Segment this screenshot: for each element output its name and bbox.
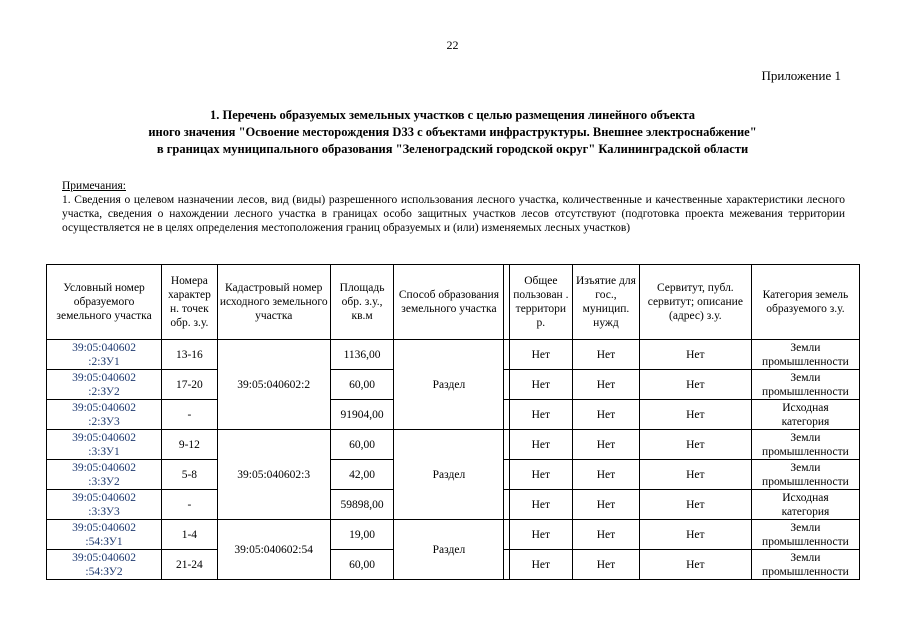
parcel-id-cell[interactable]: 39:05:040602 :54:ЗУ1: [47, 520, 162, 550]
points-cell: 5-8: [162, 460, 218, 490]
header-servitude: Сервитут, публ. сервитут; описание (адрес) з.у.: [639, 265, 751, 340]
formation-method-cell: Раздел: [394, 430, 504, 520]
area-cell: 60,00: [330, 370, 394, 400]
header-common-use: Общее пользован . территори р.: [509, 265, 573, 340]
servitude-cell: Нет: [639, 340, 751, 370]
area-cell: 1136,00: [330, 340, 394, 370]
table-header-row: [47, 265, 860, 340]
formation-method-cell: Раздел: [394, 340, 504, 430]
parcels-table: [46, 264, 860, 580]
category-cell: Земли промышленности: [751, 340, 859, 370]
area-cell: 60,00: [330, 430, 394, 460]
servitude-cell: Нет: [639, 370, 751, 400]
table-row: [47, 340, 860, 370]
points-cell: 17-20: [162, 370, 218, 400]
points-cell: -: [162, 490, 218, 520]
points-cell: 1-4: [162, 520, 218, 550]
parcel-id-cell[interactable]: 39:05:040602 :3:ЗУ1: [47, 430, 162, 460]
header-source-cadastral: Кадастровый номер исходного земельного участка: [217, 265, 330, 340]
servitude-cell: Нет: [639, 460, 751, 490]
page-number: 22: [446, 38, 459, 52]
common-use-cell: Нет: [509, 340, 573, 370]
servitude-cell: Нет: [639, 550, 751, 580]
parcel-id-cell[interactable]: 39:05:040602 :2:ЗУ2: [47, 370, 162, 400]
seizure-cell: Нет: [573, 520, 640, 550]
common-use-cell: Нет: [509, 400, 573, 430]
category-cell: Земли промышленности: [751, 430, 859, 460]
common-use-cell: Нет: [509, 550, 573, 580]
area-cell: 42,00: [330, 460, 394, 490]
parcel-id-cell[interactable]: 39:05:040602 :54:ЗУ2: [47, 550, 162, 580]
source-cadastral-cell: 39:05:040602:54: [217, 520, 330, 580]
seizure-cell: Нет: [573, 430, 640, 460]
area-cell: 19,00: [330, 520, 394, 550]
area-cell: 60,00: [330, 550, 394, 580]
category-cell: Земли промышленности: [751, 370, 859, 400]
points-cell: 21-24: [162, 550, 218, 580]
common-use-cell: Нет: [509, 490, 573, 520]
title-line-2: иного значения "Освоение месторождения D33 с объектами инфраструктуры. Внешнее электроснабжение": [148, 125, 757, 139]
header-area: Площадь обр. з.у., кв.м: [330, 265, 394, 340]
formation-method-cell: Раздел: [394, 520, 504, 580]
seizure-cell: Нет: [573, 400, 640, 430]
notes-section: [62, 179, 845, 235]
source-cadastral-cell: 39:05:040602:2: [217, 340, 330, 430]
table-row: [47, 520, 860, 550]
seizure-cell: Нет: [573, 490, 640, 520]
servitude-cell: Нет: [639, 400, 751, 430]
parcel-id-cell[interactable]: 39:05:040602 :2:ЗУ1: [47, 340, 162, 370]
common-use-cell: Нет: [509, 520, 573, 550]
points-cell: 9-12: [162, 430, 218, 460]
area-cell: 91904,00: [330, 400, 394, 430]
area-cell: 59898,00: [330, 490, 394, 520]
common-use-cell: Нет: [509, 460, 573, 490]
common-use-cell: Нет: [509, 430, 573, 460]
source-cadastral-cell: 39:05:040602:3: [217, 430, 330, 520]
category-cell: Земли промышленности: [751, 520, 859, 550]
header-points: Номера характер н. точек обр. з.у.: [162, 265, 218, 340]
header-parcel-id: Условный номер образуемого земельного участка: [47, 265, 162, 340]
notes-text: 1. Сведения о целевом назначении лесов, вид (виды) разрешенного использования лесного участка, количественные и качественные характеристики лесного участка, сведения о нахождении лесного участка в границах особо защитных участков лесов отсутствуют (подготовка проекта межевания территории осуществляется не в целях определения местоположения границ образуемых и (или) изменяемых лесных участков): [62, 194, 845, 234]
title-line-1: 1. Перечень образуемых земельных участков с целью размещения линейного объекта: [209, 108, 696, 122]
seizure-cell: Нет: [573, 550, 640, 580]
document-title: [40, 107, 865, 158]
seizure-cell: Нет: [573, 370, 640, 400]
category-cell: Исходная категория: [751, 490, 859, 520]
header-formation-method: Способ образования земельного участка: [394, 265, 504, 340]
servitude-cell: Нет: [639, 430, 751, 460]
points-cell: -: [162, 400, 218, 430]
category-cell: Земли промышленности: [751, 550, 859, 580]
appendix-label: Приложение 1: [761, 68, 841, 83]
seizure-cell: Нет: [573, 460, 640, 490]
parcel-id-cell[interactable]: 39:05:040602 :3:ЗУ3: [47, 490, 162, 520]
title-line-3: в границах муниципального образования "Зеленоградский городской округ" Калининградской области: [156, 142, 749, 156]
parcel-id-cell[interactable]: 39:05:040602 :3:ЗУ2: [47, 460, 162, 490]
servitude-cell: Нет: [639, 490, 751, 520]
header-category: Категория земель образуемого з.у.: [751, 265, 859, 340]
notes-heading: Примечания:: [62, 180, 126, 192]
category-cell: Исходная категория: [751, 400, 859, 430]
servitude-cell: Нет: [639, 520, 751, 550]
seizure-cell: Нет: [573, 340, 640, 370]
points-cell: 13-16: [162, 340, 218, 370]
table-row: [47, 430, 860, 460]
category-cell: Земли промышленности: [751, 460, 859, 490]
header-seizure: Изъятие для гос., муницип. нужд: [573, 265, 640, 340]
parcel-id-cell[interactable]: 39:05:040602 :2:ЗУ3: [47, 400, 162, 430]
common-use-cell: Нет: [509, 370, 573, 400]
